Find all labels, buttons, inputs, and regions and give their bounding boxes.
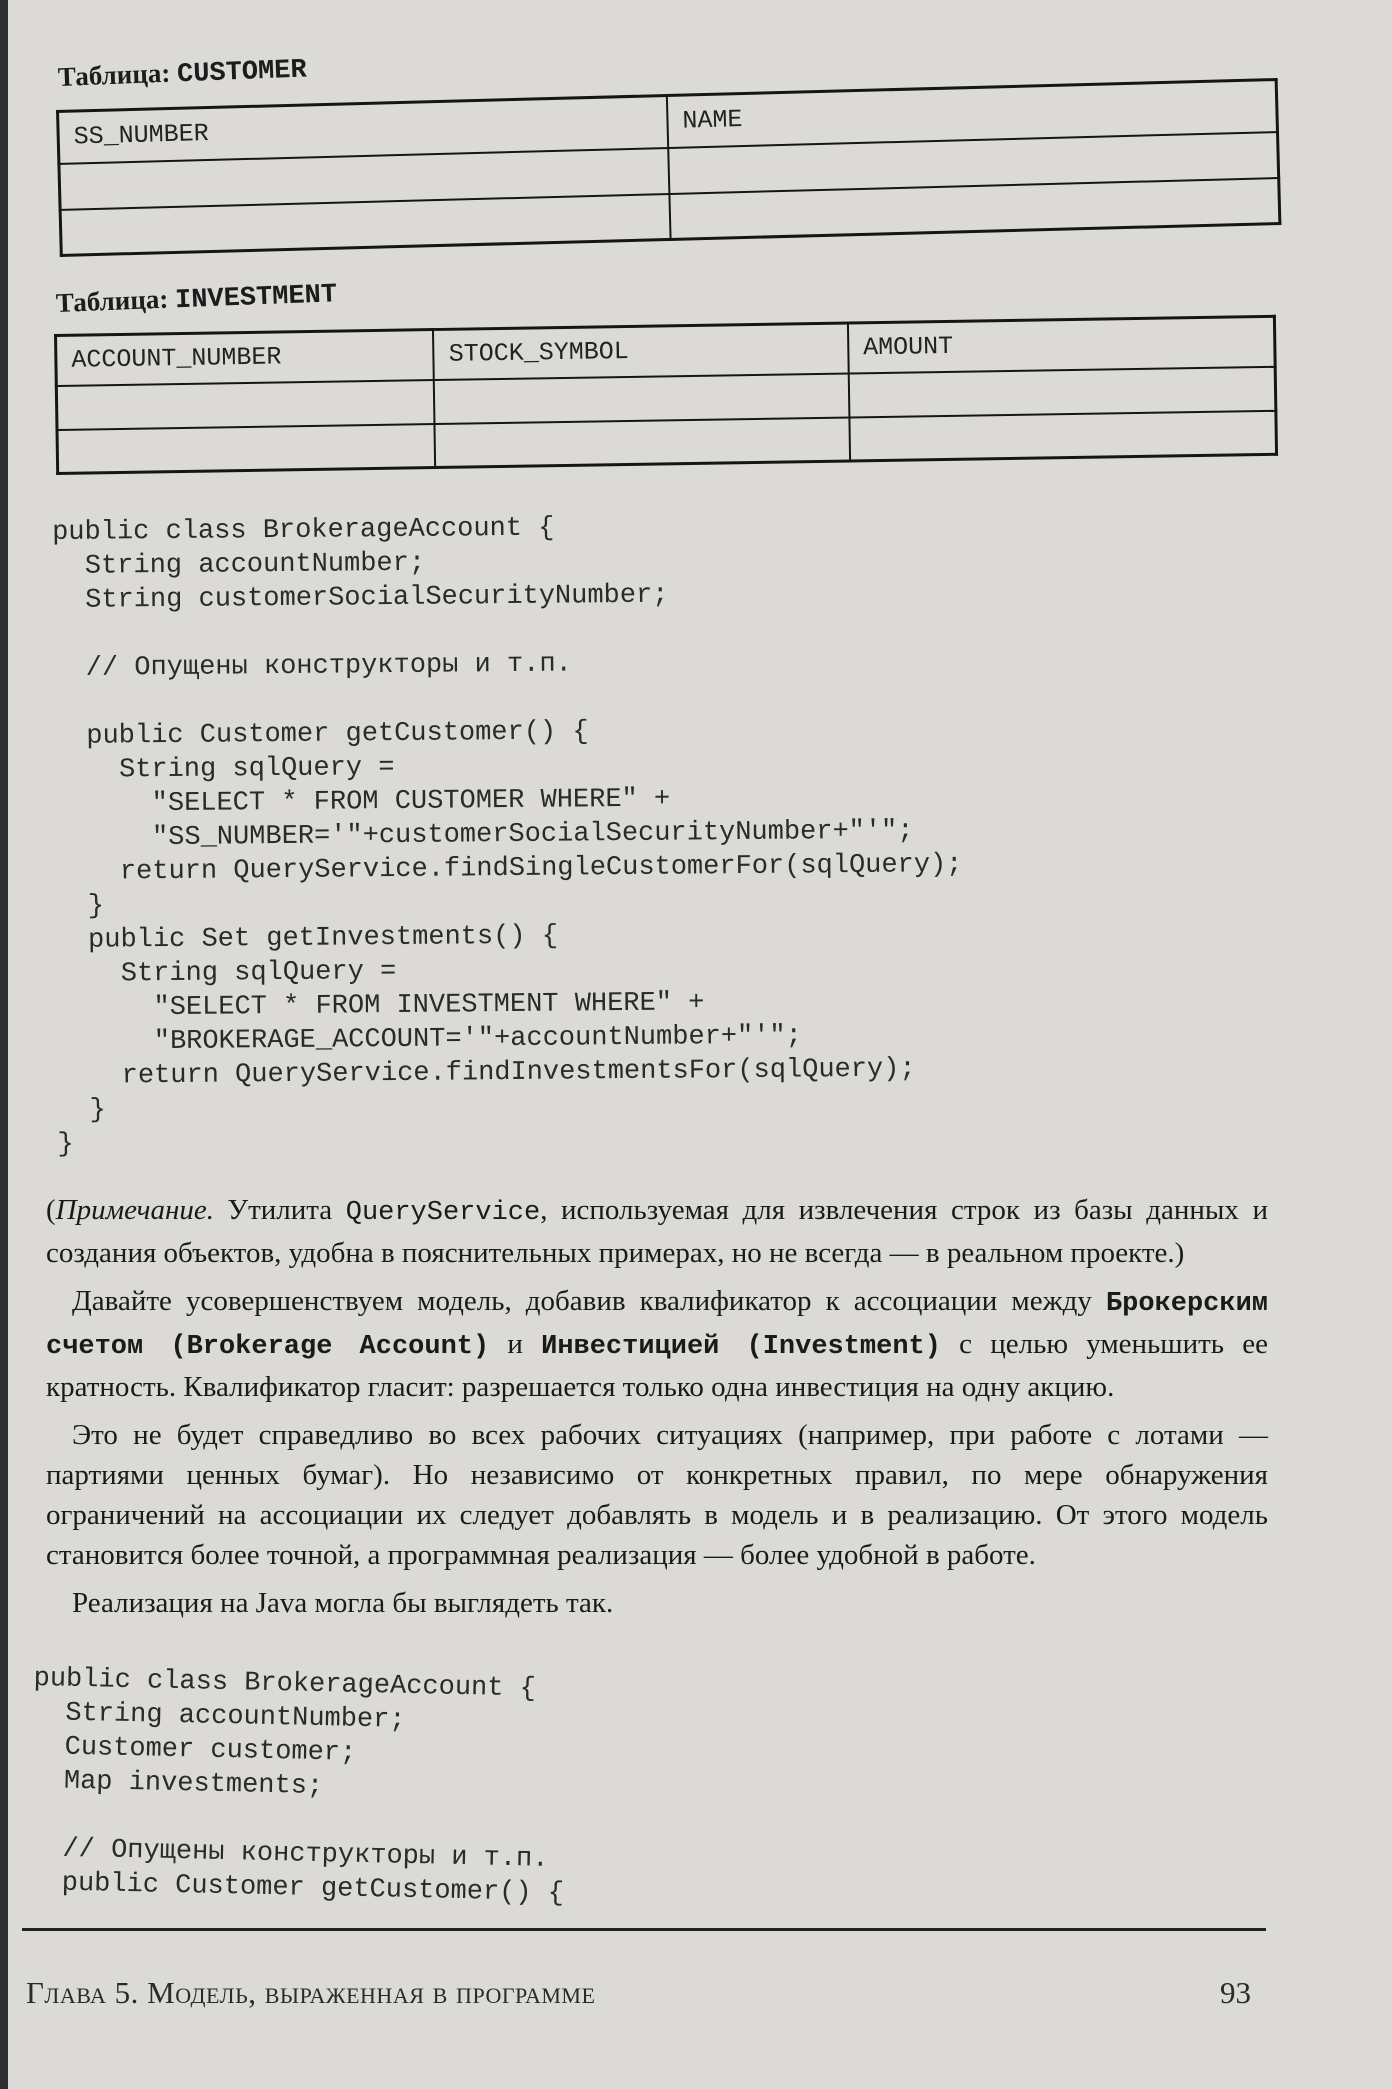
code-line: public class BrokerageAccount { — [52, 513, 555, 548]
code-line: String customerSocialSecurityNumber; — [52, 580, 669, 616]
code-line: String sqlQuery = — [54, 753, 395, 786]
column-header: STOCK_SYMBOL — [433, 323, 848, 380]
code-line: public Customer getCustomer() { — [53, 717, 589, 752]
column-header: SS_NUMBER — [58, 96, 669, 164]
paragraph: Это не будет справедливо во всех рабочих ситуациях (например, при работе с лотами — партиями ценных бумаг). Но независимо от конкретных правил, по мере обнаружения ограничений на ассоциации их следует добавлять в модель и в реализацию. От этого модель становится более точной, а программная реализация — более удобной в работе. — [46, 1419, 1268, 1571]
column-header: ACCOUNT_NUMBER — [56, 330, 435, 386]
caption-prefix: Таблица: — [55, 283, 176, 318]
footer-rule — [22, 1928, 1266, 1931]
paragraph: Реализация на Java могла бы выглядеть так. — [72, 1587, 614, 1619]
paragraph: Давайте усовершенствуем модель, добавив квалификатор к ассоциации между Брокерским счетом (Brokerage Account) и Инвестицией (Investment) с целью уменьшить ее кратность. Квалификатор гласит: разрешается только одна инвестиция на одну акцию. — [46, 1285, 1268, 1403]
code-line: "BROKERAGE_ACCOUNT='"+accountNumber+"'"; — [56, 1021, 803, 1058]
code-line: } — [55, 891, 105, 922]
code-line: return QueryService.findInvestmentsFor(sqlQuery); — [56, 1054, 916, 1092]
code-line: String sqlQuery = — [55, 957, 397, 990]
code-line: public Set getInvestments() { — [55, 921, 559, 956]
book-page — [8, 0, 1392, 2089]
table-cell — [435, 417, 850, 468]
table-cell — [57, 424, 436, 474]
code-line: "SELECT * FROM INVESTMENT WHERE" + — [56, 988, 705, 1024]
table-cell — [849, 366, 1276, 417]
code-line: public Customer getCustomer() { — [29, 1867, 565, 1910]
note-label: Примечание. — [55, 1194, 214, 1226]
column-header: AMOUNT — [848, 316, 1275, 373]
table-cell — [434, 373, 849, 424]
caption-table-name: CUSTOMER — [176, 55, 308, 91]
page-number: 93 — [1220, 1975, 1251, 2010]
running-head: Глава 5. Модель, выраженная в программе — [26, 1975, 596, 2010]
column-header: NAME — [667, 80, 1278, 148]
code-block-1 — [52, 508, 965, 1162]
table-caption-investment — [55, 277, 337, 321]
code-block-2 — [29, 1662, 569, 1911]
inline-code: QueryService — [345, 1198, 541, 1228]
table-customer — [56, 78, 1281, 257]
inline-code-bold: Брокерским счетом (Brokerage Account) — [46, 1289, 1268, 1362]
code-comment: // Опущены конструкторы и т.п. — [29, 1833, 549, 1875]
inline-code-bold: Инвестицией (Investment) — [541, 1332, 941, 1362]
code-line: } — [57, 1129, 74, 1160]
code-line: return QueryService.findSingleCustomerFor(sqlQuery); — [54, 850, 963, 888]
code-line: public class BrokerageAccount { — [33, 1663, 537, 1705]
code-line: "SELECT * FROM CUSTOMER WHERE" + — [54, 784, 671, 820]
table-caption-customer — [57, 52, 307, 95]
code-line: Map investments; — [31, 1765, 324, 1803]
table-investment — [54, 315, 1278, 475]
code-line: } — [57, 1095, 106, 1126]
table-cell — [849, 410, 1276, 461]
code-line: Customer customer; — [31, 1731, 357, 1769]
caption-table-name: INVESTMENT — [174, 280, 338, 317]
code-comment: // Опущены конструкторы и т.п. — [53, 649, 572, 684]
caption-prefix: Таблица: — [57, 57, 178, 92]
body-text — [46, 1190, 1268, 1631]
code-line: "SS_NUMBER='"+customerSocialSecurityNumber+"'"; — [54, 816, 914, 854]
code-line: String accountNumber; — [52, 548, 426, 582]
table-cell — [56, 380, 435, 430]
code-line: String accountNumber; — [32, 1697, 406, 1736]
note-paragraph: (Примечание. Утилита QueryService, используемая для извлечения строк из базы данных и создания объектов, удобна в пояснительных примерах, но не всегда — в реальном проекте.) — [46, 1194, 1268, 1269]
